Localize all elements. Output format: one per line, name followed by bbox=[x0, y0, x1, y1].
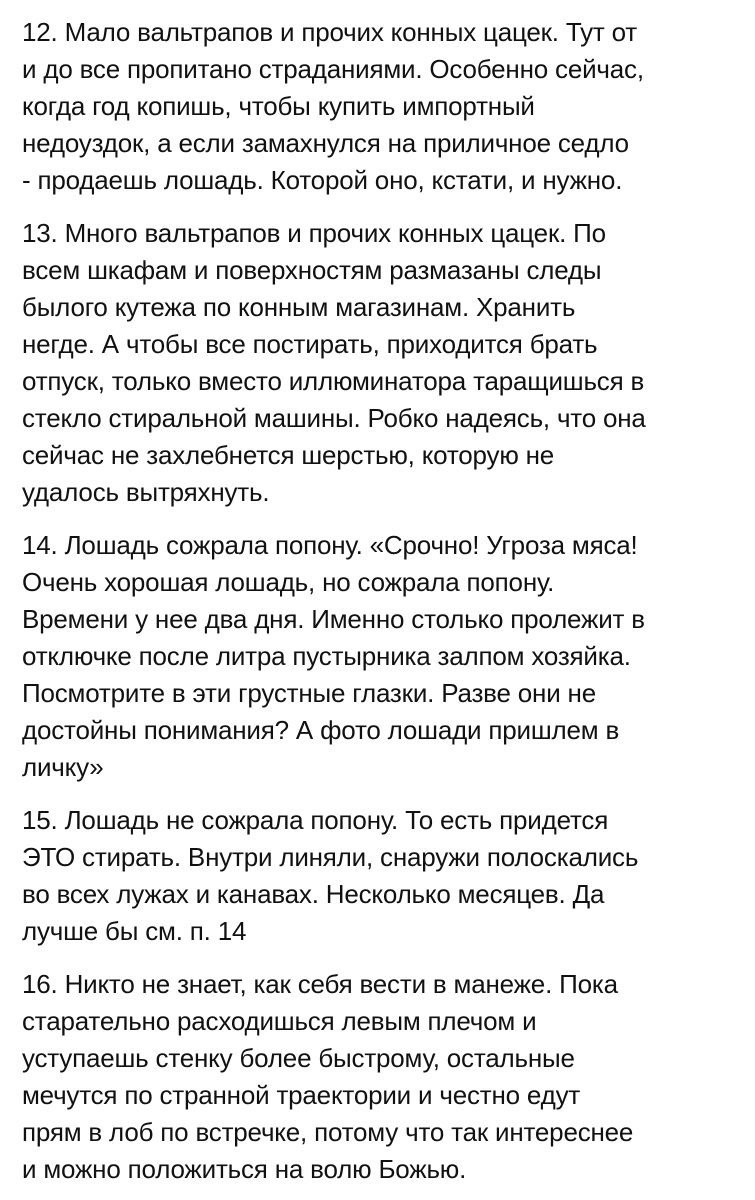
text-line: былого кутежа по конным магазинам. Хранить bbox=[22, 292, 576, 322]
paragraph-12 bbox=[22, 14, 741, 199]
text-line: когда год копишь, чтобы купить импортный bbox=[22, 91, 535, 121]
text-line: Посмотрите в эти грустные глазки. Разве они не bbox=[22, 678, 596, 708]
text-line: негде. А чтобы все постирать, приходится брать bbox=[22, 329, 598, 359]
text-line: Времени у нее два дня. Именно столько пролежит в bbox=[22, 604, 645, 634]
text-line: всем шкафам и поверхностям размазаны следы bbox=[22, 255, 602, 285]
text-line: 14. Лошадь сожрала попону. «Срочно! Угроза мяса! bbox=[22, 530, 638, 560]
text-line: стекло стиральной машины. Робко надеясь, что она bbox=[22, 403, 646, 433]
text-line: отпуск, только вместо иллюминатора таращишься в bbox=[22, 366, 645, 396]
text-line: 16. Никто не знает, как себя вести в манеже. Пока bbox=[22, 969, 618, 999]
text-line: Очень хорошая лошадь, но сожрала попону. bbox=[22, 567, 555, 597]
text-line: и до все пропитано страданиями. Особенно сейчас, bbox=[22, 54, 644, 84]
paragraph-16 bbox=[22, 966, 741, 1188]
text-line: удалось вытряхнуть. bbox=[22, 477, 270, 507]
text-line: 12. Мало вальтрапов и прочих конных цацек. Тут от bbox=[22, 17, 637, 47]
paragraph-14 bbox=[22, 527, 741, 786]
text-line: прям в лоб по встречке, потому что так интереснее bbox=[22, 1117, 634, 1147]
text-line: сейчас не захлебнется шерстью, которую не bbox=[22, 440, 555, 470]
text-line: отключке после литра пустырника залпом хозяйка. bbox=[22, 641, 631, 671]
text-line: достойны понимания? А фото лошади пришлем в bbox=[22, 715, 620, 745]
text-line: во всех лужах и канавах. Несколько месяцев. Да bbox=[22, 879, 605, 909]
paragraph-15 bbox=[22, 802, 741, 950]
text-line: личку» bbox=[22, 752, 104, 782]
text-line: - продаешь лошадь. Которой оно, кстати, и нужно. bbox=[22, 165, 623, 195]
text-line: 15. Лошадь не сожрала попону. То есть придется bbox=[22, 805, 609, 835]
text-line: ЭТО стирать. Внутри линяли, снаружи полоскались bbox=[22, 842, 639, 872]
text-line: старательно расходишься левым плечом и bbox=[22, 1006, 537, 1036]
text-line: уступаешь стенку более быстрому, остальные bbox=[22, 1043, 575, 1073]
text-line: и можно положиться на волю Божью. bbox=[22, 1154, 467, 1184]
text-line: 13. Много вальтрапов и прочих конных цацек. По bbox=[22, 218, 606, 248]
paragraph-13 bbox=[22, 215, 741, 511]
text-line: недоуздок, а если замахнулся на приличное седло bbox=[22, 128, 629, 158]
text-line: мечутся по странной траектории и честно едут bbox=[22, 1080, 581, 1110]
text-line: лучше бы см. п. 14 bbox=[22, 916, 247, 946]
